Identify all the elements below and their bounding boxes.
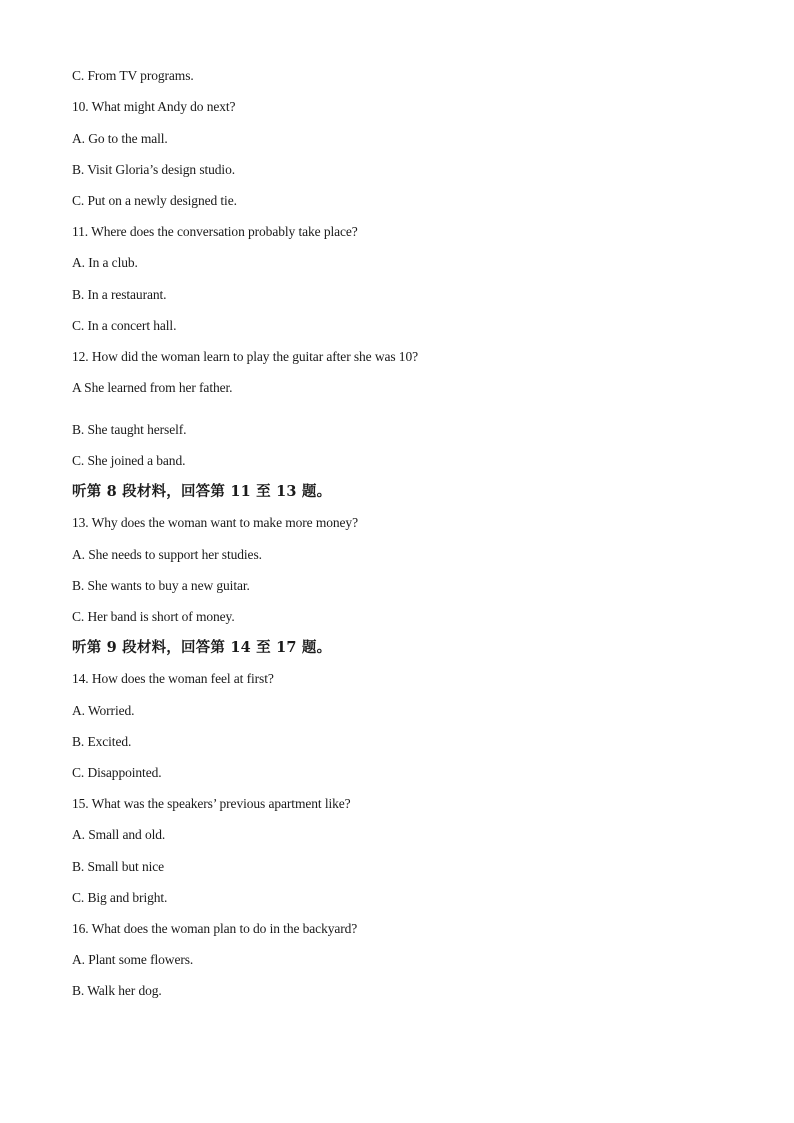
option-12a: A She learned from her father. xyxy=(72,380,233,395)
question-15: 15. What was the speakers’ previous apartment like? xyxy=(72,796,351,811)
option-15a: A. Small and old. xyxy=(72,827,166,842)
option-9c: C. From TV programs. xyxy=(72,68,194,83)
question-10: 10. What might Andy do next? xyxy=(72,99,236,114)
option-15c: C. Big and bright. xyxy=(72,890,168,905)
question-14: 14. How does the woman feel at first? xyxy=(72,671,274,686)
question-16: 16. What does the woman plan to do in the backyard? xyxy=(72,921,358,936)
option-14c: C. Disappointed. xyxy=(72,765,162,780)
option-14a: A. Worried. xyxy=(72,703,135,718)
question-13: 13. Why does the woman want to make more money? xyxy=(72,515,358,530)
option-12c: C. She joined a band. xyxy=(72,453,186,468)
section-heading-8: 听第 8 段材料，回答第 11 至 13 题。 xyxy=(72,483,332,500)
section-heading-9: 听第 9 段材料，回答第 14 至 17 题。 xyxy=(72,639,332,656)
option-16a: A. Plant some flowers. xyxy=(72,952,194,967)
option-15b: B. Small but nice xyxy=(72,859,165,874)
option-16b: B. Walk her dog. xyxy=(72,983,162,998)
option-14b: B. Excited. xyxy=(72,734,132,749)
option-11b: B. In a restaurant. xyxy=(72,287,167,302)
question-12: 12. How did the woman learn to play the guitar after she was 10? xyxy=(72,349,418,364)
option-13c: C. Her band is short of money. xyxy=(72,609,235,624)
option-11c: C. In a concert hall. xyxy=(72,318,177,333)
option-13a: A. She needs to support her studies. xyxy=(72,547,262,562)
option-10c: C. Put on a newly designed tie. xyxy=(72,193,237,208)
option-12b: B. She taught herself. xyxy=(72,422,187,437)
option-11a: A. In a club. xyxy=(72,255,138,270)
option-13b: B. She wants to buy a new guitar. xyxy=(72,578,250,593)
option-10b: B. Visit Gloria’s design studio. xyxy=(72,162,235,177)
question-11: 11. Where does the conversation probably take place? xyxy=(72,224,358,239)
option-10a: A. Go to the mall. xyxy=(72,131,168,146)
